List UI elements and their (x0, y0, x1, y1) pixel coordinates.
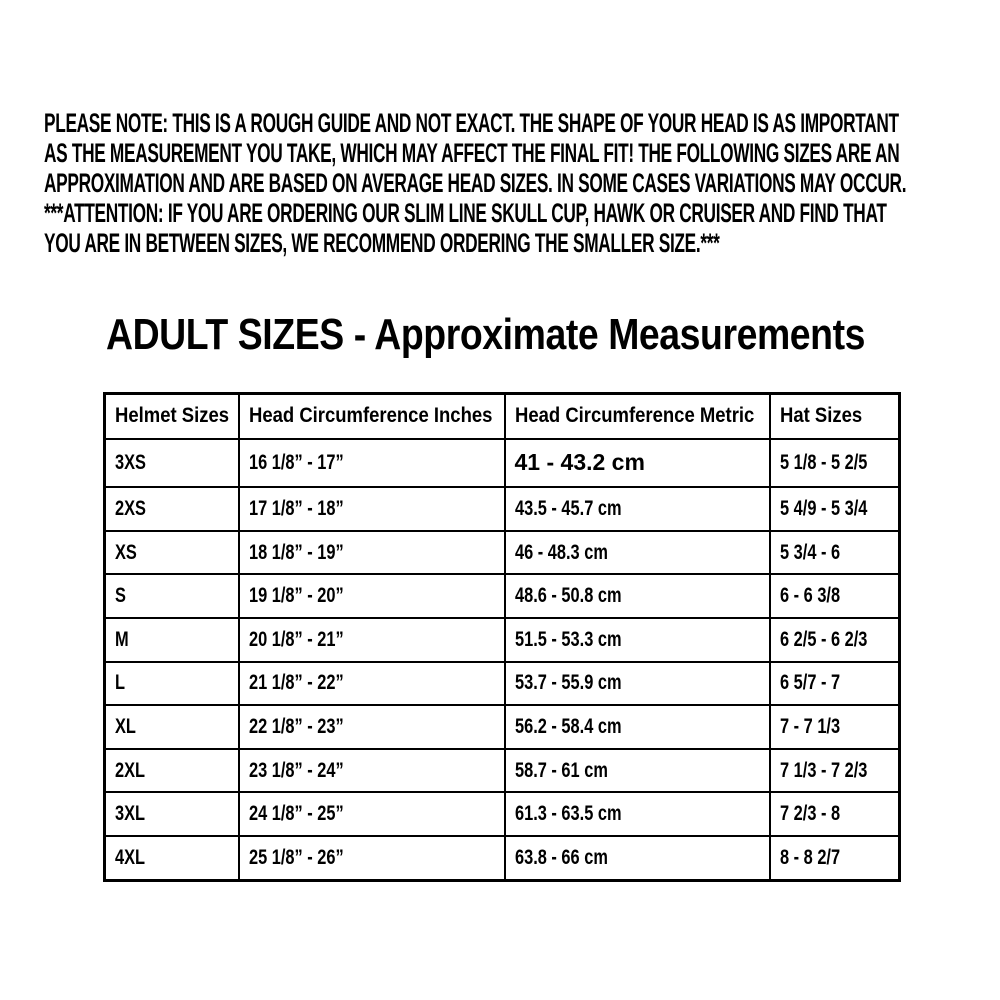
helmet-size-cell (105, 749, 239, 793)
helmet-size-cell (105, 836, 239, 880)
hat-size-cell (770, 705, 900, 749)
inches-cell-text: 22 1/8” - 23” (248, 714, 344, 738)
helmet-size-cell (105, 574, 239, 618)
inches-cell-text: 18 1/8” - 19” (248, 540, 344, 564)
helmet-size-cell (105, 531, 239, 575)
metric-cell (505, 662, 770, 706)
helmet-size-cell-text: M (115, 627, 129, 651)
metric-cell (505, 439, 770, 488)
inches-cell-text: 16 1/8” - 17” (248, 450, 344, 474)
please-note-line (44, 168, 1000, 198)
table-row (105, 792, 900, 836)
attention-line (44, 198, 1000, 228)
inches-cell-text: 20 1/8” - 21” (248, 627, 344, 651)
hat-size-cell-text: 7 1/3 - 7 2/3 (779, 758, 867, 782)
hat-size-cell (770, 618, 900, 662)
helmet-size-cell-text: 2XS (115, 496, 146, 520)
hat-size-cell (770, 487, 900, 531)
metric-cell (505, 749, 770, 793)
hat-size-cell-text: 6 5/7 - 7 (779, 671, 840, 695)
please-note-text (44, 108, 1000, 198)
helmet-size-cell (105, 662, 239, 706)
inches-cell (239, 662, 505, 706)
table-row (105, 705, 900, 749)
inches-cell (239, 749, 505, 793)
helmet-size-cell-text: L (115, 671, 126, 695)
metric-cell-text: 58.7 - 61 cm (514, 758, 608, 782)
header-metric (505, 394, 770, 439)
table-row (105, 618, 900, 662)
helmet-size-cell (105, 792, 239, 836)
helmet-size-cell (105, 439, 239, 488)
hat-size-cell-text: 7 - 7 1/3 (779, 714, 840, 738)
hat-size-cell-text: 6 - 6 3/8 (779, 584, 840, 608)
table-row (105, 749, 900, 793)
inches-cell (239, 618, 505, 662)
hat-size-cell-text: 6 2/5 - 6 2/3 (779, 627, 867, 651)
table-header-row (105, 394, 900, 439)
metric-cell (505, 705, 770, 749)
helmet-size-cell (105, 487, 239, 531)
helmet-size-cell-text: S (115, 584, 126, 608)
please-note-line-text: AS THE MEASUREMENT YOU TAKE, WHICH MAY AFFECT THE FINAL FIT! THE FOLLOWING SIZES ARE AN (44, 138, 900, 168)
please-note-line-text: APPROXIMATION AND ARE BASED ON AVERAGE HEAD SIZES. IN SOME CASES VARIATIONS MAY OCCUR. (44, 168, 907, 198)
inches-cell-text: 25 1/8” - 26” (248, 846, 344, 869)
metric-cell (505, 574, 770, 618)
hat-size-cell-text: 7 2/3 - 8 (779, 802, 840, 826)
attention-line-text: ***ATTENTION: IF YOU ARE ORDERING OUR SLIM LINE SKULL CUP, HAWK OR CRUISER AND FIND THAT (44, 198, 887, 228)
inches-cell-text: 23 1/8” - 24” (248, 758, 344, 782)
header-inches-text: Head Circumference Inches (248, 404, 492, 428)
header-inches (239, 394, 505, 439)
metric-cell (505, 618, 770, 662)
page-title (106, 310, 999, 360)
helmet-size-cell (105, 618, 239, 662)
attention-text (44, 198, 1000, 258)
hat-size-cell-text: 8 - 8 2/7 (779, 846, 840, 869)
header-helmet-sizes (105, 394, 239, 439)
metric-cell (505, 836, 770, 880)
metric-cell (505, 792, 770, 836)
hat-size-cell (770, 836, 900, 880)
inches-cell-text: 24 1/8” - 25” (248, 802, 344, 826)
hat-size-cell-text: 5 4/9 - 5 3/4 (779, 496, 867, 520)
helmet-size-cell-text: 4XL (115, 846, 146, 869)
inches-cell (239, 531, 505, 575)
hat-size-cell (770, 439, 900, 488)
table-row (105, 574, 900, 618)
metric-cell-text: 46 - 48.3 cm (514, 540, 608, 564)
inches-cell (239, 487, 505, 531)
helmet-size-cell (105, 705, 239, 749)
metric-cell-text: 51.5 - 53.3 cm (514, 627, 622, 651)
attention-line-text: YOU ARE IN BETWEEN SIZES, WE RECOMMEND ORDERING THE SMALLER SIZE.*** (44, 228, 720, 258)
hat-size-cell (770, 792, 900, 836)
header-metric-text: Head Circumference Metric (514, 404, 754, 428)
helmet-size-cell-text: 3XS (115, 450, 146, 474)
attention-line (44, 228, 1000, 258)
metric-cell-text: 61.3 - 63.5 cm (514, 802, 622, 826)
helmet-size-cell-text: XS (115, 540, 137, 564)
helmet-size-cell-text: 3XL (115, 802, 146, 826)
please-note-line (44, 138, 1000, 168)
metric-cell-text: 48.6 - 50.8 cm (514, 584, 622, 608)
header-helmet-sizes-text: Helmet Sizes (115, 404, 230, 428)
hat-size-cell (770, 531, 900, 575)
metric-cell (505, 531, 770, 575)
table-row (105, 662, 900, 706)
adult-sizes-table-body (105, 439, 900, 881)
table-row (105, 487, 900, 531)
metric-cell-text: 56.2 - 58.4 cm (514, 714, 622, 738)
table-row (105, 439, 900, 488)
metric-cell (505, 487, 770, 531)
inches-cell (239, 574, 505, 618)
hat-size-cell-text: 5 3/4 - 6 (779, 540, 840, 564)
hat-size-cell-text: 5 1/8 - 5 2/5 (779, 450, 867, 474)
helmet-size-cell-text: XL (115, 714, 136, 738)
inches-cell (239, 439, 505, 488)
helmet-size-cell-text: 2XL (115, 758, 146, 782)
inches-cell (239, 705, 505, 749)
page-title-text: ADULT SIZES - Approximate Measurements (106, 310, 866, 359)
inches-cell (239, 792, 505, 836)
table-row (105, 836, 900, 880)
header-hat-sizes-text: Hat Sizes (779, 404, 862, 428)
header-hat-sizes (770, 394, 900, 439)
metric-cell-text: 41 - 43.2 cm (514, 449, 645, 476)
inches-cell-text: 17 1/8” - 18” (248, 496, 344, 520)
please-note-line (44, 108, 1000, 138)
hat-size-cell (770, 749, 900, 793)
inches-cell-text: 21 1/8” - 22” (248, 671, 344, 695)
adult-sizes-table (103, 392, 901, 882)
metric-cell-text: 63.8 - 66 cm (514, 846, 608, 869)
inches-cell (239, 836, 505, 880)
inches-cell-text: 19 1/8” - 20” (248, 584, 344, 608)
metric-cell-text: 53.7 - 55.9 cm (514, 671, 622, 695)
table-row (105, 531, 900, 575)
hat-size-cell (770, 662, 900, 706)
please-note-line-text: PLEASE NOTE: THIS IS A ROUGH GUIDE AND NOT EXACT. THE SHAPE OF YOUR HEAD IS AS IMPORTANT (44, 108, 899, 138)
hat-size-cell (770, 574, 900, 618)
metric-cell-text: 43.5 - 45.7 cm (514, 496, 622, 520)
